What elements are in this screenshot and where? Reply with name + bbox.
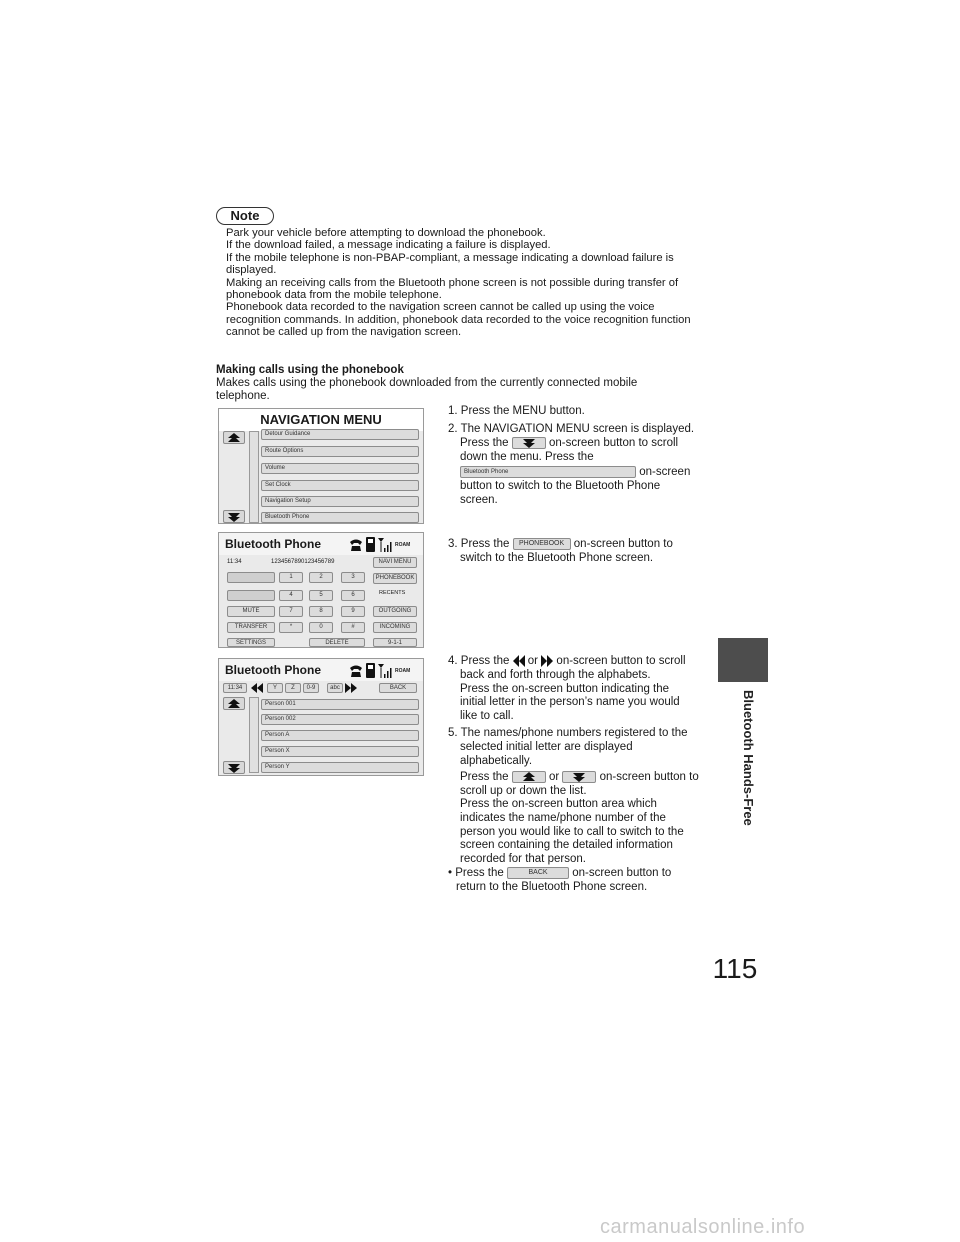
inline-scroll-down-button <box>562 771 596 783</box>
phonebook-screen <box>218 658 424 776</box>
section-intro: Makes calls using the phonebook downloaded from the currently connected mobile telephone. <box>216 377 638 402</box>
chevron-up-icon <box>522 772 536 782</box>
step-bullet-line: return to the Bluetooth Phone screen. <box>456 881 648 894</box>
note-text <box>226 227 700 339</box>
roam-indicator: ROAM <box>395 668 411 674</box>
step-2: 2. The NAVIGATION MENU screen is displayed. <box>448 422 695 435</box>
menu-item-bluetooth-phone[interactable]: Bluetooth Phone <box>261 512 419 523</box>
clock: 11:34 <box>227 559 242 565</box>
footer-watermark: carmanualsonline.info <box>600 1216 806 1238</box>
chevron-down-icon <box>227 763 241 773</box>
note-line: If the download failed, a message indicating a failure is displayed. <box>226 239 551 252</box>
section-title: Making calls using the phonebook <box>216 364 404 376</box>
phone-device-icon <box>366 663 375 678</box>
steps <box>448 405 702 895</box>
phonebook-entry[interactable]: Person 001 <box>261 699 419 710</box>
phone-device-icon <box>366 537 375 552</box>
note-badge: Note <box>216 207 274 225</box>
step-5-line: recorded for that person. <box>460 852 586 865</box>
step-5-line: Press the on-screen button area which <box>460 798 657 811</box>
inline-phonebook-button: PHONEBOOK <box>513 538 571 550</box>
key-4[interactable]: 4 <box>279 590 303 601</box>
letter-0-9[interactable]: 0-9 <box>303 683 319 693</box>
phonebook-entry[interactable]: Person Y <box>261 762 419 773</box>
key-7[interactable]: 7 <box>279 606 303 617</box>
letter-abc[interactable]: abc <box>327 683 343 693</box>
key-2[interactable]: 2 <box>309 572 333 583</box>
status-icons <box>349 662 409 678</box>
scrollbar[interactable] <box>249 697 259 773</box>
key-5[interactable]: 5 <box>309 590 333 601</box>
delete-button[interactable]: DELETE <box>309 638 365 647</box>
page-number: 115 <box>712 953 758 984</box>
mute-button[interactable]: MUTE <box>227 606 275 617</box>
menu-item-detour[interactable]: Detour Guidance <box>261 429 419 440</box>
recents-label: RECENTS <box>379 590 406 596</box>
key-8[interactable]: 8 <box>309 606 333 617</box>
menu-item-navigation-setup[interactable]: Navigation Setup <box>261 496 419 507</box>
end-call-button[interactable] <box>227 590 275 601</box>
signal-strength-icon <box>378 664 392 678</box>
step-5-line: selected initial letter are displayed <box>460 741 633 754</box>
note-line: If the mobile telephone is non-PBAP-compliant, a message indicating a download failure is displayed. <box>226 251 674 277</box>
screen-title: NAVIGATION MENU <box>219 409 423 431</box>
menu-item-volume[interactable]: Volume <box>261 463 419 474</box>
section-tab-label: Bluetooth Hands-Free <box>741 690 756 826</box>
note-line: Park your vehicle before attempting to download the phonebook. <box>226 227 546 239</box>
settings-button[interactable]: SETTINGS <box>227 638 275 647</box>
scroll-down-button[interactable] <box>223 761 245 774</box>
phone-handset-icon <box>349 664 363 678</box>
step-5-line: Press the or on-screen button to <box>460 771 699 784</box>
emergency-button[interactable]: 9-1-1 <box>373 638 417 647</box>
scrollbar[interactable] <box>249 431 259 523</box>
step-5-line: alphabetically. <box>460 754 533 767</box>
signal-strength-icon <box>378 538 392 552</box>
step-5-line: person you would like to call to switch to the <box>460 825 684 838</box>
step-4-line: Press the on-screen button indicating the <box>460 682 670 695</box>
step-5-line: screen containing the detailed information <box>460 839 673 852</box>
inline-back-button: BACK <box>507 867 569 879</box>
section-tab-marker <box>718 638 768 682</box>
note-line: Making an receiving calls from the Bluetooth phone screen is not possible during transfer of phonebook data from the mobile telephone. <box>226 276 679 302</box>
step-4-line: initial letter in the person’s name you would <box>460 696 680 709</box>
step-2-line: down the menu. Press the <box>460 450 594 463</box>
step-bullet: • Press the BACK on-screen button to <box>448 867 672 880</box>
scroll-up-button[interactable] <box>223 431 245 444</box>
chevron-up-icon <box>227 699 241 709</box>
inline-scroll-down-button <box>512 437 546 449</box>
key-star[interactable]: * <box>279 622 303 633</box>
forward-letters-icon <box>541 655 553 667</box>
chevron-down-icon <box>227 512 241 522</box>
phonebook-entry[interactable]: Person 002 <box>261 714 419 725</box>
step-3-line: switch to the Bluetooth Phone screen. <box>460 551 654 564</box>
navi-menu-button[interactable]: NAVI MENU <box>373 557 417 568</box>
step-4-line: back and forth through the alphabets. <box>460 669 651 682</box>
step-2-line: button to switch to the Bluetooth Phone <box>460 480 661 493</box>
step-4-line: like to call. <box>460 709 514 722</box>
step-2-detail: Press the on-screen button to scroll <box>460 437 679 450</box>
step-5: 5. The names/phone numbers registered to the <box>448 727 688 740</box>
step-5-line: scroll up or down the list. <box>460 784 587 797</box>
key-9[interactable]: 9 <box>341 606 365 617</box>
transfer-button[interactable]: TRANSFER <box>227 622 275 633</box>
roam-indicator: ROAM <box>395 542 411 548</box>
chevron-down-icon <box>522 438 536 448</box>
step-4: 4. Press the or on-screen button to scroll <box>448 655 686 668</box>
bluetooth-phone-screen <box>218 532 424 648</box>
key-0[interactable]: 0 <box>309 622 333 633</box>
rewind-letters-icon <box>513 655 525 667</box>
call-button[interactable] <box>227 572 275 583</box>
letter-z[interactable]: Z <box>285 683 301 693</box>
chevron-up-icon <box>227 433 241 443</box>
step-2-line: screen. <box>460 493 498 506</box>
chevron-down-icon <box>572 772 586 782</box>
phone-handset-icon <box>349 538 363 552</box>
screen-title: Bluetooth Phone <box>219 533 423 555</box>
previous-letters-icon[interactable] <box>251 683 263 693</box>
step-2-line: Bluetooth Phone on-screen <box>448 466 702 480</box>
step-3: 3. Press the PHONEBOOK on-screen button to <box>448 538 673 551</box>
key-1[interactable]: 1 <box>279 572 303 583</box>
note-line: Phonebook data recorded to the navigation screen cannot be called up using the voice recognition commands. In addition, phonebook data recorded to the voice recognition function cannot be called up from the navigation screen. <box>226 301 691 339</box>
inline-bluetooth-phone-button: Bluetooth Phone <box>460 466 636 478</box>
status-icons <box>349 536 409 552</box>
outgoing-button[interactable]: OUTGOING <box>373 606 417 617</box>
step-5-line: indicates the name/phone number of the <box>460 812 666 825</box>
dialed-number: 1234567890123456789 <box>271 559 335 565</box>
letter-y[interactable]: Y <box>267 683 283 693</box>
incoming-button[interactable]: INCOMING <box>373 622 417 633</box>
back-button[interactable]: BACK <box>379 683 417 693</box>
step-1: 1. Press the MENU button. <box>448 405 585 417</box>
key-3[interactable]: 3 <box>341 572 365 583</box>
scroll-up-button[interactable] <box>223 697 245 710</box>
next-letters-icon[interactable] <box>345 683 357 693</box>
key-6[interactable]: 6 <box>341 590 365 601</box>
menu-item-route-options[interactable]: Route Options <box>261 446 419 457</box>
navigation-menu-screen <box>218 408 424 524</box>
clock: 11:34 <box>223 683 247 693</box>
key-hash[interactable]: # <box>341 622 365 633</box>
phonebook-entry[interactable]: Person X <box>261 746 419 757</box>
menu-item-set-clock[interactable]: Set Clock <box>261 480 419 491</box>
scroll-down-button[interactable] <box>223 510 245 523</box>
screen-title: Bluetooth Phone <box>219 659 423 681</box>
inline-scroll-up-button <box>512 771 546 783</box>
phonebook-button[interactable]: PHONEBOOK <box>373 573 417 584</box>
phonebook-entry[interactable]: Person A <box>261 730 419 741</box>
